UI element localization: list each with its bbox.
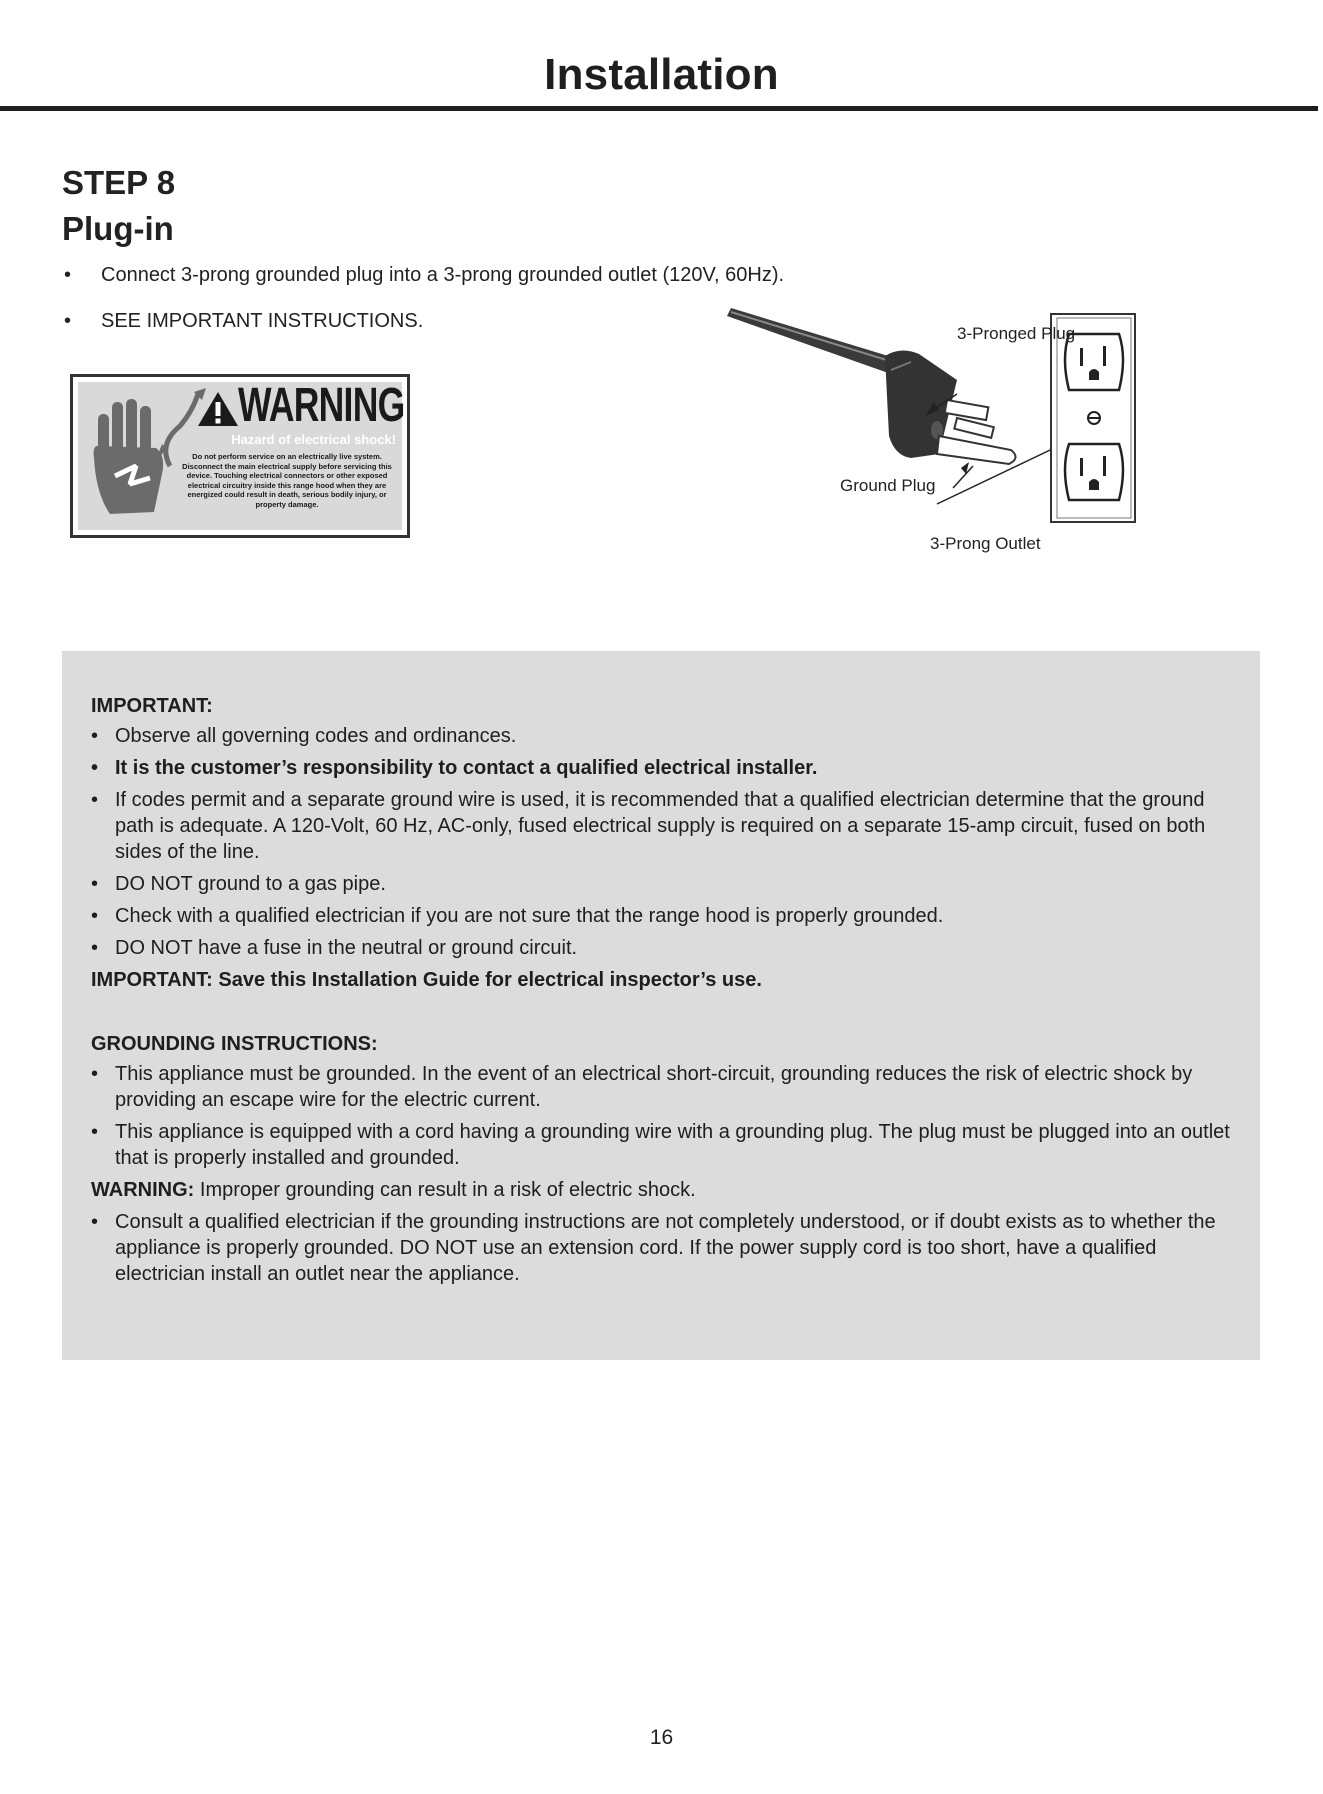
grounding-heading: GROUNDING INSTRUCTIONS:	[91, 1033, 378, 1055]
warning-sign	[70, 374, 410, 538]
list-item-text: Consult a qualified electrician if the grounding instructions are not completely understood, or if doubt exists as to whether the appliance is properly grounded. DO NOT use an extension cord. If the power supply cord is too short, have a qualified electrician install an outlet near the appliance.	[115, 1211, 1216, 1285]
grounding-final-list	[91, 1209, 1241, 1287]
step-name: Plug-in	[62, 210, 174, 247]
bullet-text: Connect 3-prong grounded plug into a 3-prong grounded outlet (120V, 60Hz).	[101, 264, 785, 286]
list-item: • SEE IMPORTANT INSTRUCTIONS.	[64, 310, 424, 332]
list-item: • This appliance is equipped with a cord having a grounding wire with a grounding plug. The plug must be plugged into an outlet that is properly installed and grounded.	[91, 1121, 1230, 1169]
list-item: • If codes permit and a separate ground wire is used, it is recommended that a qualified electrician determine that the ground path is adequate. A 120-Volt, 60 Hz, AC-only, fused electrical supply is required on a separate 15-amp circuit, fused on both sides of the line.	[91, 789, 1206, 863]
list-item: • It is the customer’s responsibility to contact a qualified electrical installer.	[91, 757, 818, 779]
list-item: • Consult a qualified electrician if the grounding instructions are not completely understood, or if doubt exists as to whether the appliance is properly grounded. DO NOT use an extension cord. If the power supply cord is too short, have a qualified electrician install an outlet near the appliance.	[91, 1211, 1216, 1285]
plug-outlet-illustration	[725, 308, 1205, 558]
list-item-text: DO NOT have a fuse in the neutral or ground circuit.	[115, 937, 578, 959]
important-heading: IMPORTANT:	[91, 695, 213, 717]
important-info-panel	[62, 651, 1260, 1360]
list-item-text: Check with a qualified electrician if you are not sure that the range hood is properly grounded.	[115, 905, 944, 927]
page-number: 16	[649, 1726, 674, 1749]
warning-label: WARNING:	[91, 1179, 195, 1201]
important-list	[91, 723, 1241, 961]
pronged-plug-label: 3-Pronged Plug	[957, 324, 1076, 343]
list-item-text: If codes permit and a separate ground wire is used, it is recommended that a qualified electrician determine that the ground path is adequate. A 120-Volt, 60 Hz, AC-only, fused electrical supply is required on a separate 15-amp circuit, fused on both sides of the line.	[115, 789, 1206, 863]
warning-sign-subtitle: Hazard of electrical shock!	[231, 432, 396, 447]
list-item: • This appliance must be grounded. In the event of an electrical short-circuit, grounding reduces the risk of electric shock by providing an escape wire for the electric current.	[91, 1063, 1193, 1111]
warning-sign-title: WARNING	[238, 379, 405, 432]
grounding-warning	[91, 1177, 1241, 1203]
list-item: • DO NOT ground to a gas pipe.	[91, 873, 386, 895]
grounding-list	[91, 1061, 1241, 1171]
list-item-text: This appliance is equipped with a cord having a grounding wire with a grounding plug. The plug must be plugged into an outlet that is properly installed and grounded.	[115, 1121, 1230, 1169]
list-item: • Connect 3-prong grounded plug into a 3-prong grounded outlet (120V, 60Hz).	[64, 264, 785, 286]
step-label: STEP 8	[62, 164, 176, 201]
ground-plug-label: Ground Plug	[840, 476, 936, 495]
outlet-label: 3-Prong Outlet	[930, 534, 1041, 553]
list-item: • Observe all governing codes and ordinances.	[91, 725, 517, 747]
plug-outlet-diagram	[725, 308, 1205, 558]
list-item-text: This appliance must be grounded. In the event of an electrical short-circuit, grounding reduces the risk of electric shock by providing an escape wire for the electric current.	[115, 1063, 1193, 1111]
save-guide-note: IMPORTANT: Save this Installation Guide for electrical inspector’s use.	[91, 969, 762, 991]
bullet-text: SEE IMPORTANT INSTRUCTIONS.	[101, 310, 424, 332]
warning-text: Improper grounding can result in a risk of electric shock.	[194, 1179, 696, 1201]
list-item-text: It is the customer’s responsibility to contact a qualified electrical installer.	[115, 757, 818, 779]
list-item: • Check with a qualified electrician if you are not sure that the range hood is properly grounded.	[91, 905, 944, 927]
list-item: • DO NOT have a fuse in the neutral or ground circuit.	[91, 937, 578, 959]
title-divider	[0, 106, 1318, 111]
warning-sign-body: Do not perform service on an electrically live system. Disconnect the main electrical supply before servicing this device. Touching electrical connectors or other exposed electrical circuitry inside this range hood when they are energized could result in death, serious bodily injury, or property damage.	[182, 452, 392, 509]
page-title: Installation	[544, 50, 779, 99]
outlet-icon	[1051, 314, 1135, 522]
list-item-text: DO NOT ground to a gas pipe.	[115, 873, 386, 895]
list-item-text: Observe all governing codes and ordinances.	[115, 725, 517, 747]
